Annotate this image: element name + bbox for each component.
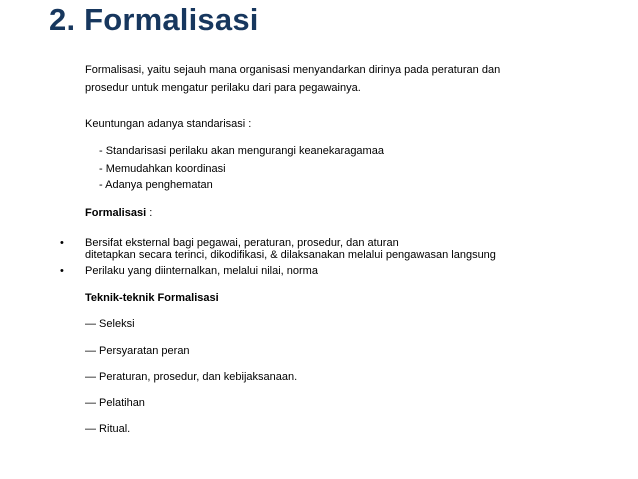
bullet-marker: • xyxy=(60,237,64,249)
technique-item: — Persyaratan peran xyxy=(85,345,190,357)
formalisasi-heading: Formalisasi xyxy=(85,207,147,219)
techniques-heading: Teknik-teknik Formalisasi xyxy=(85,292,219,304)
technique-item: — Ritual. xyxy=(85,423,131,435)
advantage-item: - Standarisasi perilaku akan mengurangi keanekaragamaa xyxy=(99,145,384,157)
technique-item: — Pelatihan xyxy=(85,397,145,409)
intro-line-1: Formalisasi, yaitu sejauh mana organisasi menyandarkan dirinya pada peraturan dan xyxy=(85,64,501,76)
advantage-item: - Memudahkan koordinasi xyxy=(99,163,226,175)
bullet-text-line-1: Bersifat eksternal bagi pegawai, peraturan, prosedur, dan aturan xyxy=(85,237,399,249)
formalisasi-heading-row xyxy=(85,207,152,220)
formalisasi-heading-suffix: : xyxy=(146,207,153,219)
advantage-item: - Adanya penghematan xyxy=(99,179,213,191)
technique-item: — Seleksi xyxy=(85,318,135,330)
bullet-marker: • xyxy=(60,265,64,277)
advantages-heading: Keuntungan adanya standarisasi : xyxy=(85,118,252,130)
intro-line-2: prosedur untuk mengatur perilaku dari para pegawainya. xyxy=(85,82,361,94)
slide-title: 2. Formalisasi xyxy=(49,2,259,37)
bullet-text-line-1: Perilaku yang diinternalkan, melalui nilai, norma xyxy=(85,265,318,277)
technique-item: — Peraturan, prosedur, dan kebijaksanaan. xyxy=(85,371,298,383)
bullet-text-line-2: ditetapkan secara terinci, dikodifikasi, & dilaksanakan melalui pengawasan langsung xyxy=(85,249,496,261)
